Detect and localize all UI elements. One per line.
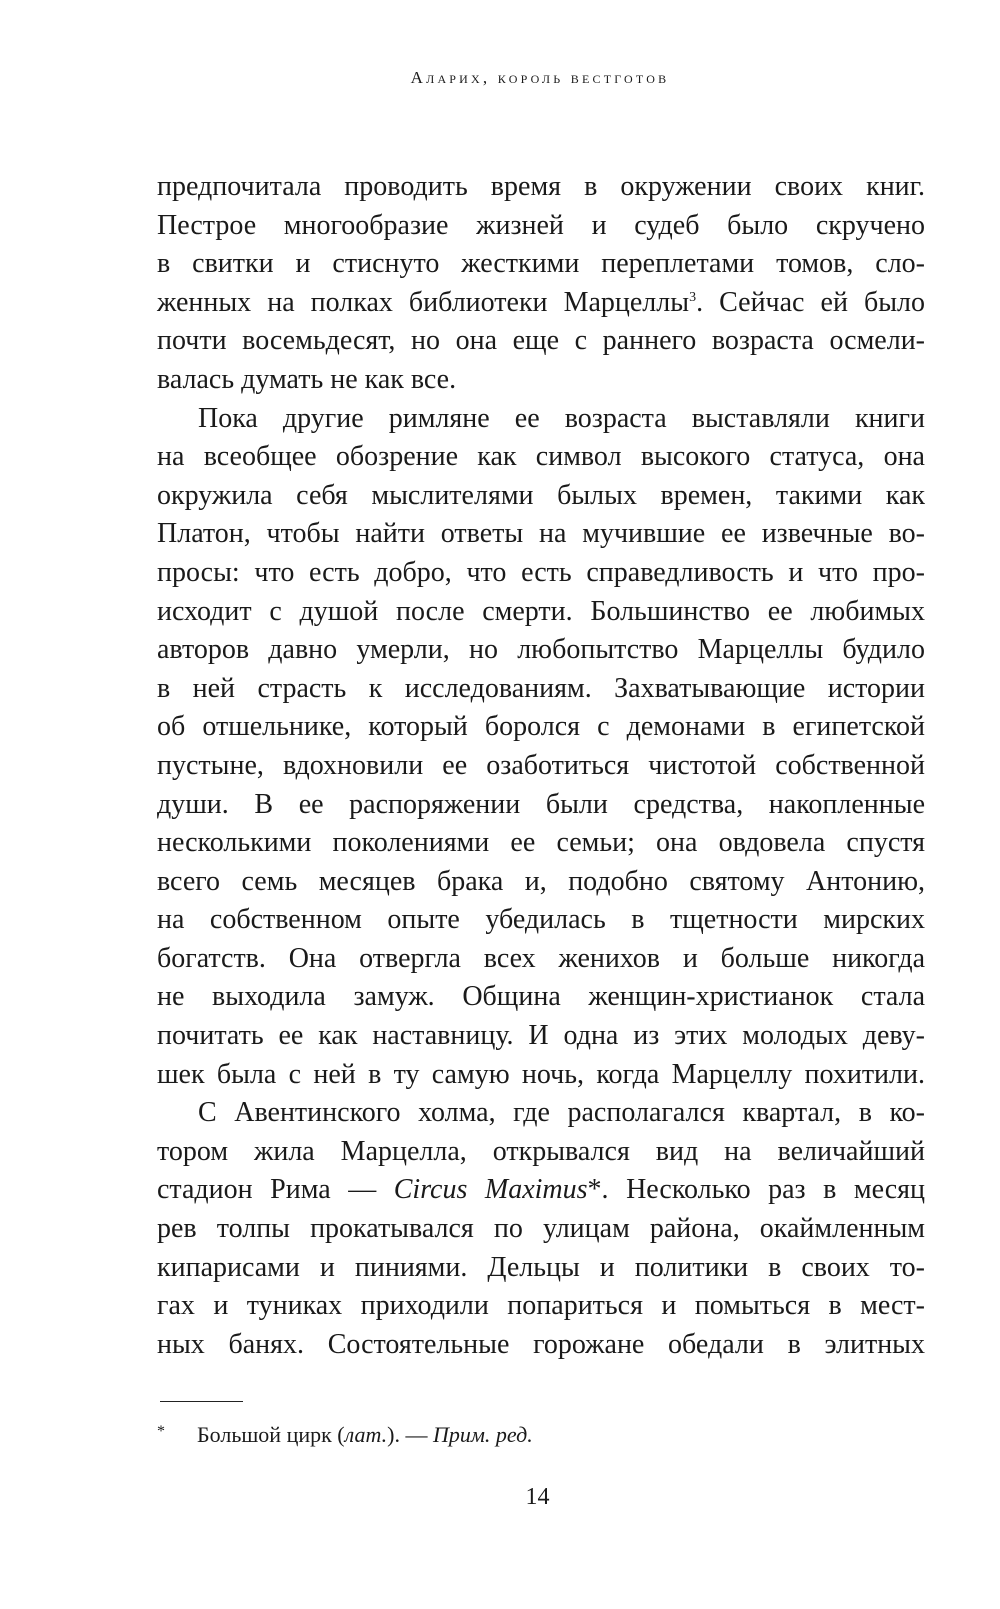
footnote-text: Большой цирк ( bbox=[197, 1422, 345, 1447]
italic-text: Circus Maximus bbox=[393, 1174, 588, 1206]
text-line: на всеобщее обозрение как символ высокого статуса, она bbox=[157, 441, 925, 473]
text-segment: *. Несколько раз в месяц bbox=[587, 1174, 925, 1206]
text-line: несколькими поколениями ее семьи; она овдовела спустя bbox=[157, 827, 925, 859]
text-line: окружила себя мыслителями былых времен, такими как bbox=[157, 479, 925, 511]
text-line: в свитки и стиснуто жесткими переплетами томов, сло- bbox=[157, 248, 925, 280]
text-line: не выходила замуж. Община женщин-христианок стала bbox=[157, 981, 925, 1013]
running-header: Аларих, король вестготов bbox=[410, 68, 670, 87]
text-line: тором жила Марцелла, открывался вид на величайший bbox=[157, 1135, 925, 1167]
text-line: кипарисами и пиниями. Дельцы и политики в своих то- bbox=[157, 1251, 925, 1283]
footnote-editor-note: Прим. ред. bbox=[433, 1422, 533, 1447]
text-line: об отшельнике, который боролся с демонами в египетской bbox=[157, 711, 925, 743]
body-text bbox=[157, 168, 925, 1364]
text-line: ных банях. Состоятельные горожане обедали в элитных bbox=[157, 1328, 925, 1360]
text-line: Платон, чтобы найти ответы на мучившие ее извечные во- bbox=[157, 518, 925, 550]
text-line: пустыне, вдохновили ее озаботиться чистотой собственной bbox=[157, 749, 925, 781]
text-line: шек была с ней в ту самую ночь, когда Марцеллу похитили. bbox=[157, 1058, 925, 1090]
footnote-reference: 3 bbox=[689, 289, 697, 305]
text-line: богатств. Она отвергла всех женихов и больше никогда bbox=[157, 942, 925, 974]
footnote-italic-lat: лат. bbox=[344, 1422, 388, 1447]
text-segment: . Сейчас ей было bbox=[696, 286, 926, 318]
page-number: 14 bbox=[525, 1484, 550, 1510]
text-segment: женных на полках библиотеки Марцеллы bbox=[157, 286, 690, 318]
text-line: Пока другие римляне ее возраста выставляли книги bbox=[198, 402, 925, 434]
text-line: авторов давно умерли, но любопытство Марцеллы будило bbox=[157, 634, 925, 666]
text-line: на собственном опыте убедилась в тщетности мирских bbox=[157, 904, 925, 936]
footnote-text-2: ). — bbox=[387, 1422, 433, 1447]
text-line: всего семь месяцев брака и, подобно святому Антонию, bbox=[157, 865, 925, 897]
footnote-mark: * bbox=[157, 1423, 165, 1440]
text-line bbox=[157, 1171, 925, 1210]
text-line: валась думать не как все. bbox=[157, 363, 457, 395]
text-line: просы: что есть добро, что есть справедливость и что про- bbox=[157, 556, 925, 588]
text-line: рев толпы прокатывался по улицам района, окаймленным bbox=[157, 1213, 925, 1245]
text-line: предпочитала проводить время в окружении своих книг. bbox=[157, 171, 925, 202]
footnote bbox=[157, 1422, 533, 1448]
text-line: гах и туниках приходили попариться и помыться в мест- bbox=[157, 1290, 925, 1322]
footnote-divider bbox=[160, 1401, 243, 1402]
text-line: души. В ее распоряжении были средства, накопленные bbox=[157, 788, 925, 820]
text-line: С Авентинского холма, где располагался квартал, в ко- bbox=[198, 1097, 925, 1129]
text-line: почитать ее как наставницу. И одна из этих молодых деву- bbox=[157, 1020, 925, 1052]
text-segment: стадион Рима — bbox=[157, 1174, 394, 1206]
text-line: в ней страсть к исследованиям. Захватывающие истории bbox=[157, 672, 925, 704]
text-line: исходит с душой после смерти. Большинство ее любимых bbox=[157, 595, 925, 627]
text-line: почти восемьдесят, но она еще с раннего возраста осмели- bbox=[157, 325, 925, 357]
text-line: Пестрое многообразие жизней и судеб было скручено bbox=[157, 209, 925, 241]
text-line bbox=[157, 284, 925, 323]
